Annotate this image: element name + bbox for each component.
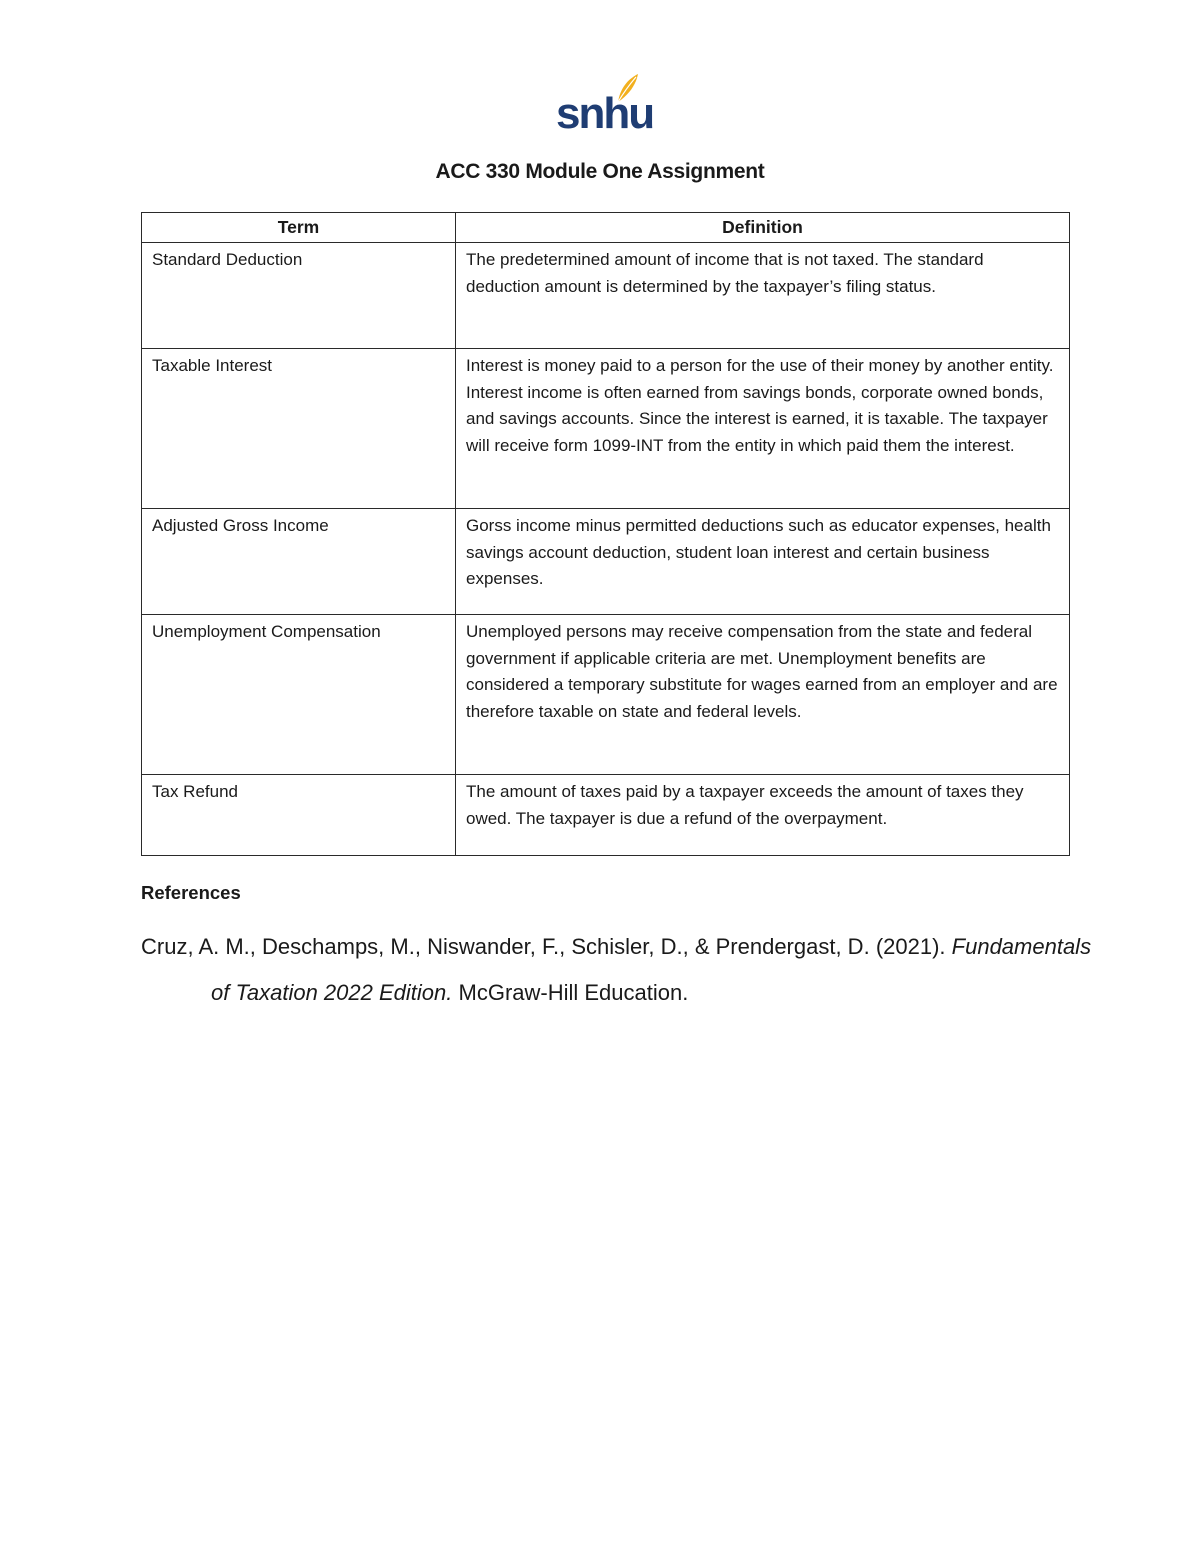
reference-entry <box>141 924 1111 1016</box>
reference-authors: Cruz, A. M., Deschamps, M., Niswander, F., Schisler, D., & Prendergast, D. <box>141 934 870 959</box>
reference-year: (2021). <box>875 934 946 959</box>
definition-cell: The predetermined amount of income that is not taxed. The standard deduction amount is determined by the taxpayer’s filing status. <box>456 243 1070 349</box>
definition-cell: Interest is money paid to a person for the use of their money by another entity. Interest income is often earned from savings bonds, corporate owned bonds, and savings accounts. Since the interest is earned, it is taxable. The taxpayer will receive form 1099-INT from the entity in which paid them the interest. <box>456 349 1070 509</box>
table-row <box>142 243 1070 349</box>
term-cell: Adjusted Gross Income <box>142 509 456 615</box>
term-cell: Taxable Interest <box>142 349 456 509</box>
table-row <box>142 775 1070 856</box>
table-row <box>142 509 1070 615</box>
logo-text: snhu <box>556 89 654 138</box>
definition-cell: Gorss income minus permitted deductions such as educator expenses, health savings account deduction, student loan interest and certain business expenses. <box>456 509 1070 615</box>
table-header-row <box>142 213 1070 243</box>
term-cell: Tax Refund <box>142 775 456 856</box>
snhu-logo <box>550 70 654 138</box>
term-cell: Unemployment Compensation <box>142 615 456 775</box>
reference-book-title: Fundamentals of Taxation 2022 Edition. <box>211 934 1092 1005</box>
reference-publisher: McGraw-Hill Education. <box>458 980 689 1005</box>
document-title: ACC 330 Module One Assignment <box>435 160 765 183</box>
definition-cell: Unemployed persons may receive compensation from the state and federal government if applicable criteria are met. Unemployment benefits are considered a temporary substitute for wages earned from an employer and are therefore taxable on state and federal levels. <box>456 615 1070 775</box>
table-row <box>142 349 1070 509</box>
terms-table <box>141 212 1070 856</box>
header-term: Term <box>142 213 456 243</box>
header-definition: Definition <box>456 213 1070 243</box>
term-cell: Standard Deduction <box>142 243 456 349</box>
definition-cell: The amount of taxes paid by a taxpayer exceeds the amount of taxes they owed. The taxpayer is due a refund of the overpayment. <box>456 775 1070 856</box>
table-row <box>142 615 1070 775</box>
references-heading: References <box>141 882 241 903</box>
